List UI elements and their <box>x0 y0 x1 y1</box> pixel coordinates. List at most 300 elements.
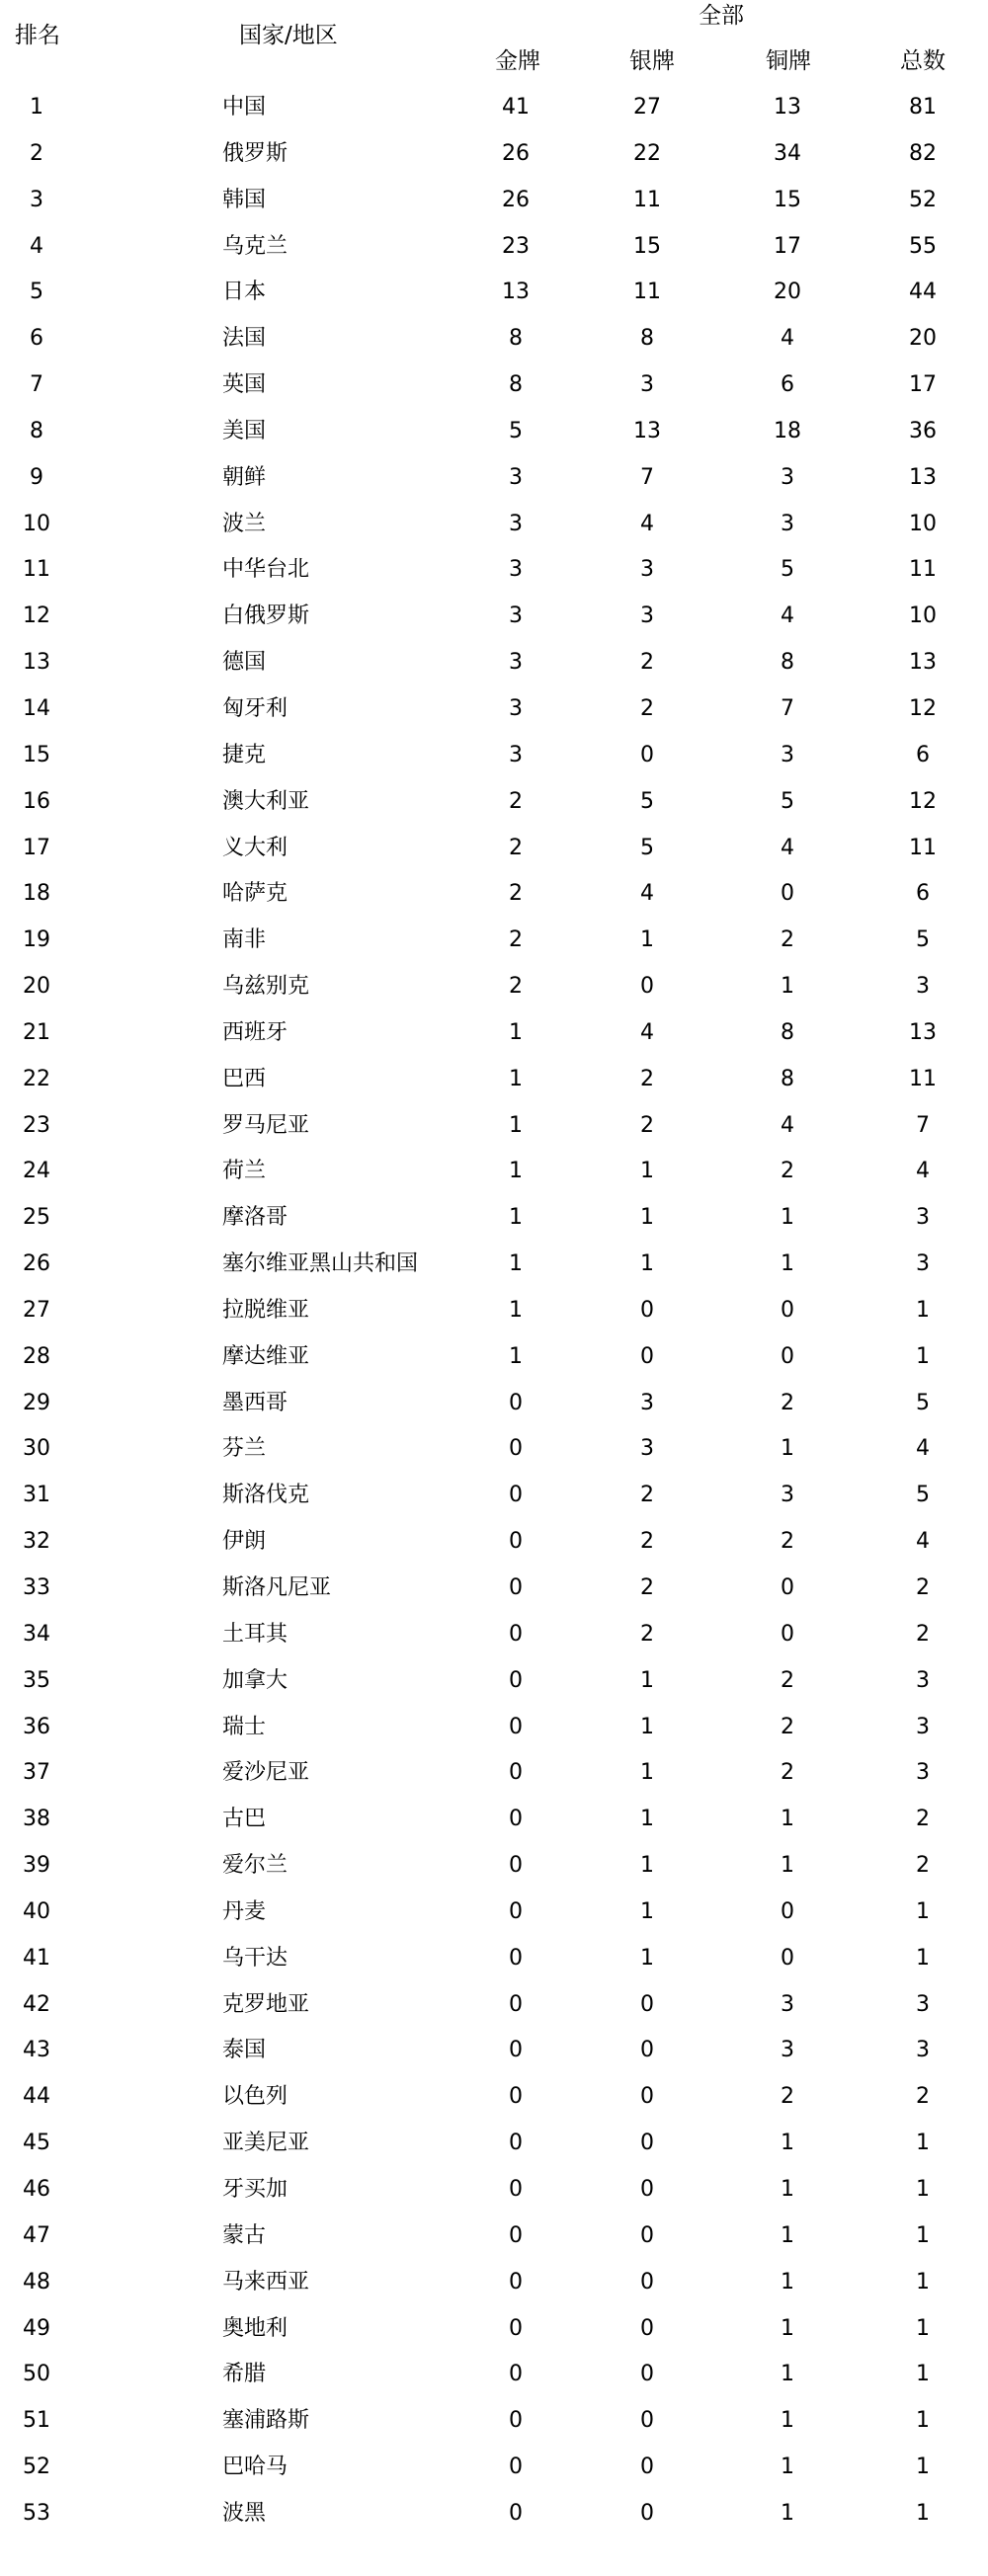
country-cell: 泰国 <box>222 2038 267 2063</box>
country-cell: 巴哈马 <box>222 2455 288 2480</box>
gold-cell: 0 <box>509 1667 523 1693</box>
total-cell: 3 <box>916 2038 930 2063</box>
silver-cell: 2 <box>640 1529 654 1555</box>
gold-cell: 5 <box>509 418 523 443</box>
table-row <box>0 600 988 646</box>
rank-cell: 20 <box>23 974 50 1000</box>
gold-cell: 1 <box>509 1205 523 1231</box>
rank-cell: 36 <box>23 1714 50 1739</box>
country-cell: 朝鲜 <box>222 464 267 490</box>
bronze-cell: 2 <box>781 1667 794 1693</box>
rank-cell: 29 <box>23 1390 50 1415</box>
total-cell: 11 <box>909 557 937 583</box>
country-cell: 牙买加 <box>222 2176 288 2202</box>
total-cell: 11 <box>909 835 937 860</box>
table-row <box>0 924 988 970</box>
country-cell: 爱尔兰 <box>222 1853 288 1879</box>
total-cell: 2 <box>916 2084 930 2110</box>
table-row <box>0 1155 988 1201</box>
rank-cell: 28 <box>23 1343 50 1369</box>
table-row <box>0 1016 988 1063</box>
total-cell: 4 <box>916 1529 930 1555</box>
table-row <box>0 2312 988 2359</box>
country-cell: 西班牙 <box>222 1019 288 1045</box>
silver-cell: 3 <box>640 1390 654 1415</box>
rank-cell: 6 <box>30 326 43 352</box>
country-cell: 匈牙利 <box>222 695 288 721</box>
gold-cell: 3 <box>509 604 523 629</box>
gold-cell: 2 <box>509 927 523 953</box>
rank-cell: 41 <box>23 1945 50 1971</box>
rank-cell: 46 <box>23 2176 50 2202</box>
table-row <box>0 415 988 461</box>
bronze-cell: 1 <box>781 2222 794 2248</box>
gold-cell: 0 <box>509 2455 523 2480</box>
silver-cell: 2 <box>640 650 654 676</box>
silver-cell: 1 <box>640 927 654 953</box>
bronze-cell: 1 <box>781 2269 794 2294</box>
rank-cell: 34 <box>23 1621 50 1647</box>
bronze-cell: 8 <box>781 1066 794 1091</box>
bronze-cell: 0 <box>781 1343 794 1369</box>
gold-cell: 0 <box>509 1575 523 1600</box>
bronze-cell: 4 <box>781 1112 794 1138</box>
silver-cell: 2 <box>640 1621 654 1647</box>
table-row <box>0 1756 988 1803</box>
country-cell: 义大利 <box>222 835 288 860</box>
total-cell: 1 <box>916 2455 930 2480</box>
table-row <box>0 1479 988 1525</box>
bronze-cell: 2 <box>781 1529 794 1555</box>
country-cell: 奥地利 <box>222 2315 288 2341</box>
gold-cell: 1 <box>509 1343 523 1369</box>
bronze-cell: 1 <box>781 974 794 1000</box>
rank-cell: 37 <box>23 1760 50 1786</box>
gold-cell: 2 <box>509 788 523 814</box>
total-cell: 1 <box>916 1343 930 1369</box>
silver-cell: 7 <box>640 464 654 490</box>
total-cell: 5 <box>916 927 930 953</box>
table-row <box>0 276 988 322</box>
silver-cell: 1 <box>640 1714 654 1739</box>
bronze-cell: 3 <box>781 742 794 767</box>
country-cell: 瑞士 <box>222 1714 267 1739</box>
gold-cell: 2 <box>509 835 523 860</box>
header-silver: 银牌 <box>629 48 675 74</box>
rank-cell: 4 <box>30 233 43 259</box>
country-cell: 拉脱维亚 <box>222 1297 310 1323</box>
gold-cell: 3 <box>509 511 523 536</box>
silver-cell: 1 <box>640 1853 654 1879</box>
gold-cell: 1 <box>509 1066 523 1091</box>
total-cell: 1 <box>916 2408 930 2434</box>
table-row <box>0 137 988 184</box>
bronze-cell: 3 <box>781 1991 794 2017</box>
gold-cell: 0 <box>509 1760 523 1786</box>
table-row <box>0 1849 988 1895</box>
table-row <box>0 1803 988 1849</box>
rank-cell: 7 <box>30 372 43 398</box>
rank-cell: 1 <box>30 95 43 120</box>
rank-cell: 21 <box>23 1019 50 1045</box>
silver-cell: 2 <box>640 695 654 721</box>
bronze-cell: 1 <box>781 2362 794 2387</box>
gold-cell: 0 <box>509 1945 523 1971</box>
rank-cell: 12 <box>23 604 50 629</box>
bronze-cell: 0 <box>781 1621 794 1647</box>
bronze-cell: 17 <box>774 233 801 259</box>
table-row <box>0 1294 988 1340</box>
silver-cell: 2 <box>640 1112 654 1138</box>
gold-cell: 23 <box>502 233 530 259</box>
country-cell: 芬兰 <box>222 1436 267 1462</box>
gold-cell: 2 <box>509 974 523 1000</box>
table-row <box>0 2080 988 2127</box>
total-cell: 1 <box>916 2222 930 2248</box>
country-cell: 荷兰 <box>222 1159 267 1184</box>
silver-cell: 1 <box>640 1667 654 1693</box>
bronze-cell: 1 <box>781 2131 794 2156</box>
silver-cell: 3 <box>640 372 654 398</box>
rank-cell: 32 <box>23 1529 50 1555</box>
rank-cell: 25 <box>23 1205 50 1231</box>
rank-cell: 17 <box>23 835 50 860</box>
gold-cell: 0 <box>509 2131 523 2156</box>
total-cell: 20 <box>909 326 937 352</box>
country-cell: 俄罗斯 <box>222 140 288 166</box>
rank-cell: 19 <box>23 927 50 953</box>
rank-cell: 27 <box>23 1297 50 1323</box>
bronze-cell: 2 <box>781 1159 794 1184</box>
total-cell: 2 <box>916 1853 930 1879</box>
rank-cell: 48 <box>23 2269 50 2294</box>
table-row <box>0 230 988 277</box>
gold-cell: 41 <box>502 95 530 120</box>
country-cell: 美国 <box>222 418 267 443</box>
bronze-cell: 1 <box>781 2315 794 2341</box>
rank-cell: 47 <box>23 2222 50 2248</box>
silver-cell: 4 <box>640 1019 654 1045</box>
country-cell: 斯洛凡尼亚 <box>222 1575 332 1600</box>
rank-cell: 11 <box>23 557 50 583</box>
rank-cell: 5 <box>30 280 43 305</box>
gold-cell: 0 <box>509 1714 523 1739</box>
gold-cell: 8 <box>509 372 523 398</box>
total-cell: 1 <box>916 2500 930 2526</box>
bronze-cell: 0 <box>781 1575 794 1600</box>
total-cell: 2 <box>916 1807 930 1832</box>
rank-cell: 18 <box>23 881 50 907</box>
total-cell: 4 <box>916 1436 930 1462</box>
total-cell: 1 <box>916 2315 930 2341</box>
country-cell: 中国 <box>222 95 267 120</box>
country-cell: 哈萨克 <box>222 881 288 907</box>
country-cell: 摩洛哥 <box>222 1205 288 1231</box>
bronze-cell: 3 <box>781 511 794 536</box>
total-cell: 13 <box>909 650 937 676</box>
table-row <box>0 2358 988 2404</box>
silver-cell: 0 <box>640 2408 654 2434</box>
silver-cell: 13 <box>633 418 661 443</box>
gold-cell: 0 <box>509 1807 523 1832</box>
rank-cell: 22 <box>23 1066 50 1091</box>
silver-cell: 0 <box>640 2084 654 2110</box>
header-group-all: 全部 <box>699 3 744 29</box>
gold-cell: 26 <box>502 140 530 166</box>
silver-cell: 4 <box>640 511 654 536</box>
bronze-cell: 20 <box>774 280 801 305</box>
rank-cell: 8 <box>30 418 43 443</box>
country-cell: 乌克兰 <box>222 233 288 259</box>
total-cell: 81 <box>909 95 937 120</box>
total-cell: 5 <box>916 1390 930 1415</box>
silver-cell: 0 <box>640 2176 654 2202</box>
silver-cell: 0 <box>640 1297 654 1323</box>
table-row <box>0 1942 988 1988</box>
bronze-cell: 2 <box>781 1714 794 1739</box>
gold-cell: 0 <box>509 1390 523 1415</box>
table-row <box>0 1248 988 1294</box>
bronze-cell: 4 <box>781 604 794 629</box>
bronze-cell: 1 <box>781 1853 794 1879</box>
table-row <box>0 832 988 878</box>
total-cell: 12 <box>909 695 937 721</box>
gold-cell: 0 <box>509 2408 523 2434</box>
gold-cell: 0 <box>509 2500 523 2526</box>
silver-cell: 0 <box>640 2131 654 2156</box>
total-cell: 3 <box>916 1251 930 1277</box>
silver-cell: 1 <box>640 1760 654 1786</box>
silver-cell: 0 <box>640 2362 654 2387</box>
table-row <box>0 785 988 832</box>
silver-cell: 1 <box>640 1945 654 1971</box>
country-cell: 波黑 <box>222 2500 267 2526</box>
rank-cell: 43 <box>23 2038 50 2063</box>
bronze-cell: 1 <box>781 1205 794 1231</box>
country-cell: 乌兹别克 <box>222 974 310 1000</box>
gold-cell: 1 <box>509 1019 523 1045</box>
country-cell: 斯洛伐克 <box>222 1483 310 1508</box>
header-bronze: 铜牌 <box>766 48 811 74</box>
silver-cell: 1 <box>640 1898 654 1924</box>
bronze-cell: 6 <box>781 372 794 398</box>
country-cell: 土耳其 <box>222 1621 288 1647</box>
silver-cell: 8 <box>640 326 654 352</box>
silver-cell: 0 <box>640 2222 654 2248</box>
silver-cell: 3 <box>640 604 654 629</box>
silver-cell: 0 <box>640 742 654 767</box>
table-row <box>0 322 988 368</box>
bronze-cell: 1 <box>781 1436 794 1462</box>
header-total: 总数 <box>900 48 946 74</box>
silver-cell: 11 <box>633 187 661 212</box>
rank-cell: 39 <box>23 1853 50 1879</box>
rank-cell: 51 <box>23 2408 50 2434</box>
total-cell: 3 <box>916 1667 930 1693</box>
header-country: 国家/地区 <box>239 23 338 48</box>
total-cell: 11 <box>909 1066 937 1091</box>
gold-cell: 0 <box>509 2038 523 2063</box>
gold-cell: 3 <box>509 464 523 490</box>
header-rank: 排名 <box>15 23 60 48</box>
silver-cell: 5 <box>640 835 654 860</box>
country-cell: 波兰 <box>222 511 267 536</box>
country-cell: 希腊 <box>222 2362 267 2387</box>
silver-cell: 1 <box>640 1159 654 1184</box>
bronze-cell: 8 <box>781 1019 794 1045</box>
table-row <box>0 2173 988 2219</box>
total-cell: 55 <box>909 233 937 259</box>
rank-cell: 26 <box>23 1251 50 1277</box>
silver-cell: 0 <box>640 1991 654 2017</box>
country-cell: 亚美尼亚 <box>222 2131 310 2156</box>
gold-cell: 3 <box>509 695 523 721</box>
total-cell: 17 <box>909 372 937 398</box>
table-row <box>0 1525 988 1571</box>
silver-cell: 2 <box>640 1066 654 1091</box>
rank-cell: 42 <box>23 1991 50 2017</box>
bronze-cell: 1 <box>781 1807 794 1832</box>
table-row <box>0 1387 988 1433</box>
country-cell: 白俄罗斯 <box>222 604 310 629</box>
country-cell: 德国 <box>222 650 267 676</box>
country-cell: 罗马尼亚 <box>222 1112 310 1138</box>
bronze-cell: 0 <box>781 1898 794 1924</box>
bronze-cell: 0 <box>781 1945 794 1971</box>
rank-cell: 3 <box>30 187 43 212</box>
table-row <box>0 2127 988 2173</box>
gold-cell: 0 <box>509 1436 523 1462</box>
gold-cell: 0 <box>509 1991 523 2017</box>
rank-cell: 13 <box>23 650 50 676</box>
rank-cell: 35 <box>23 1667 50 1693</box>
gold-cell: 0 <box>509 2269 523 2294</box>
table-row <box>0 2034 988 2080</box>
country-cell: 塞尔维亚黑山共和国 <box>222 1251 419 1277</box>
rank-cell: 24 <box>23 1159 50 1184</box>
silver-cell: 2 <box>640 1483 654 1508</box>
silver-cell: 0 <box>640 1343 654 1369</box>
bronze-cell: 13 <box>774 95 801 120</box>
gold-cell: 1 <box>509 1251 523 1277</box>
bronze-cell: 2 <box>781 2084 794 2110</box>
rank-cell: 45 <box>23 2131 50 2156</box>
gold-cell: 1 <box>509 1159 523 1184</box>
gold-cell: 26 <box>502 187 530 212</box>
silver-cell: 5 <box>640 788 654 814</box>
rank-cell: 10 <box>23 511 50 536</box>
country-cell: 塞浦路斯 <box>222 2408 310 2434</box>
bronze-cell: 3 <box>781 2038 794 2063</box>
rank-cell: 16 <box>23 788 50 814</box>
country-cell: 丹麦 <box>222 1898 267 1924</box>
total-cell: 6 <box>916 742 930 767</box>
country-cell: 法国 <box>222 326 267 352</box>
table-row <box>0 2219 988 2266</box>
country-cell: 克罗地亚 <box>222 1991 310 2017</box>
bronze-cell: 18 <box>774 418 801 443</box>
silver-cell: 1 <box>640 1205 654 1231</box>
total-cell: 10 <box>909 511 937 536</box>
gold-cell: 0 <box>509 1898 523 1924</box>
rank-cell: 33 <box>23 1575 50 1600</box>
bronze-cell: 1 <box>781 2176 794 2202</box>
bronze-cell: 1 <box>781 2455 794 2480</box>
gold-cell: 8 <box>509 326 523 352</box>
rank-cell: 38 <box>23 1807 50 1832</box>
bronze-cell: 5 <box>781 788 794 814</box>
country-cell: 捷克 <box>222 742 267 767</box>
table-row <box>0 646 988 692</box>
country-cell: 韩国 <box>222 187 267 212</box>
gold-cell: 0 <box>509 1621 523 1647</box>
rank-cell: 40 <box>23 1898 50 1924</box>
table-row <box>0 1063 988 1109</box>
total-cell: 36 <box>909 418 937 443</box>
table-row <box>0 1432 988 1479</box>
total-cell: 1 <box>916 2269 930 2294</box>
rank-cell: 9 <box>30 464 43 490</box>
table-row <box>0 1109 988 1156</box>
silver-cell: 15 <box>633 233 661 259</box>
rank-cell: 50 <box>23 2362 50 2387</box>
bronze-cell: 4 <box>781 835 794 860</box>
bronze-cell: 8 <box>781 650 794 676</box>
bronze-cell: 1 <box>781 2408 794 2434</box>
table-row <box>0 739 988 785</box>
table-row <box>0 1201 988 1248</box>
total-cell: 3 <box>916 974 930 1000</box>
table-row <box>0 1571 988 1618</box>
total-cell: 6 <box>916 881 930 907</box>
total-cell: 13 <box>909 464 937 490</box>
gold-cell: 3 <box>509 557 523 583</box>
country-cell: 爱沙尼亚 <box>222 1760 310 1786</box>
table-row <box>0 1340 988 1387</box>
gold-cell: 13 <box>502 280 530 305</box>
rank-cell: 14 <box>23 695 50 721</box>
table-row <box>0 368 988 415</box>
rank-cell: 31 <box>23 1483 50 1508</box>
silver-cell: 0 <box>640 2315 654 2341</box>
country-cell: 乌干达 <box>222 1945 288 1971</box>
total-cell: 3 <box>916 1714 930 1739</box>
total-cell: 1 <box>916 2176 930 2202</box>
country-cell: 日本 <box>222 280 267 305</box>
table-row <box>0 508 988 554</box>
country-cell: 蒙古 <box>222 2222 267 2248</box>
bronze-cell: 3 <box>781 1483 794 1508</box>
rank-cell: 49 <box>23 2315 50 2341</box>
total-cell: 3 <box>916 1991 930 2017</box>
header-gold: 金牌 <box>495 48 540 74</box>
table-row <box>0 2404 988 2451</box>
total-cell: 52 <box>909 187 937 212</box>
total-cell: 7 <box>916 1112 930 1138</box>
rank-cell: 15 <box>23 742 50 767</box>
rank-cell: 23 <box>23 1112 50 1138</box>
total-cell: 13 <box>909 1019 937 1045</box>
bronze-cell: 15 <box>774 187 801 212</box>
gold-cell: 0 <box>509 1529 523 1555</box>
total-cell: 12 <box>909 788 937 814</box>
bronze-cell: 2 <box>781 927 794 953</box>
total-cell: 2 <box>916 1621 930 1647</box>
bronze-cell: 5 <box>781 557 794 583</box>
bronze-cell: 0 <box>781 1297 794 1323</box>
silver-cell: 0 <box>640 2269 654 2294</box>
rank-cell: 44 <box>23 2084 50 2110</box>
